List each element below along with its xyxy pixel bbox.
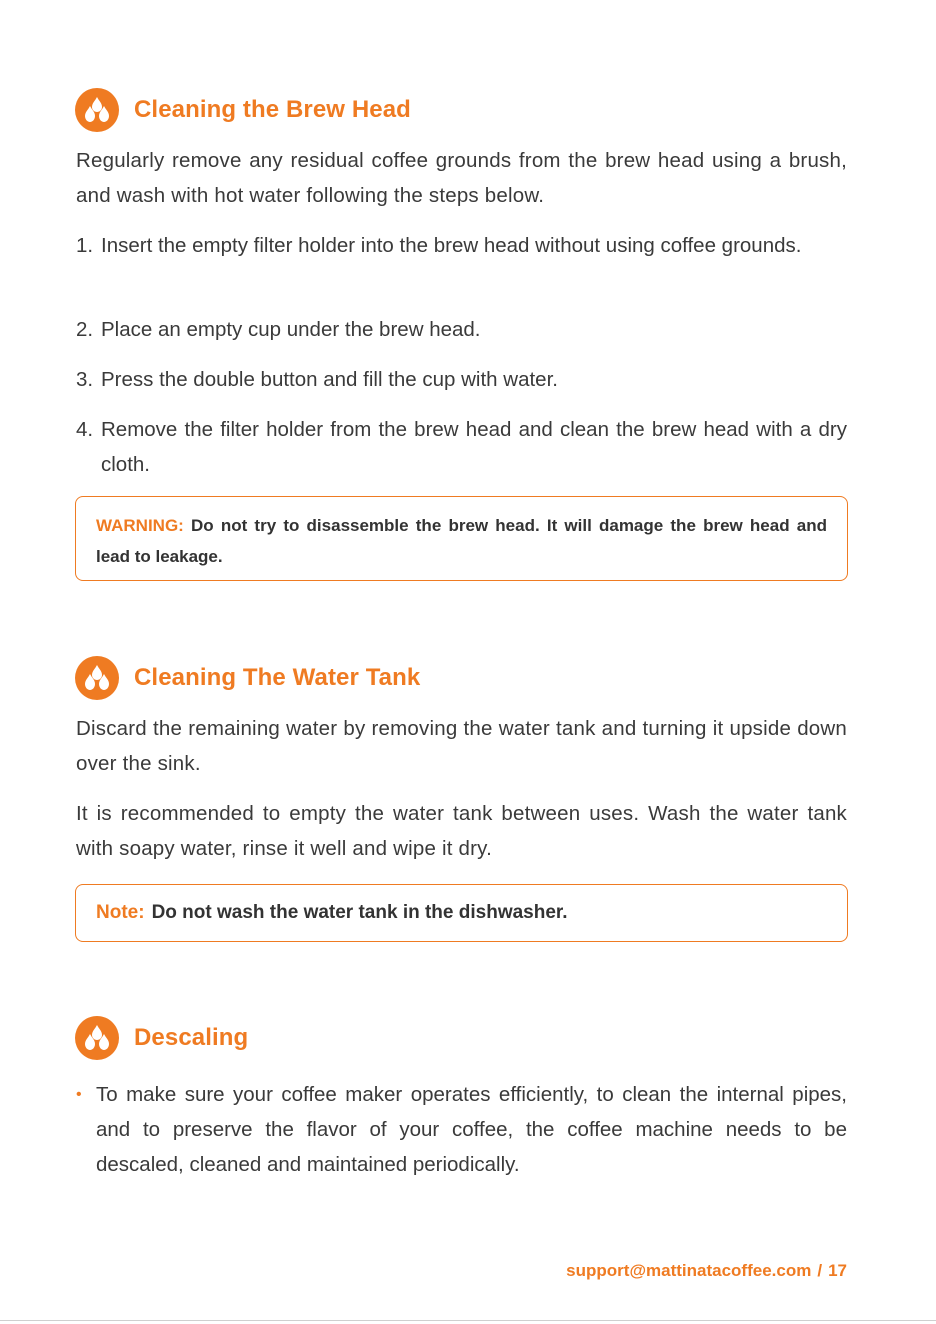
step-text: Insert the empty filter holder into the brew head without using coffee grounds.: [101, 234, 802, 257]
warning-text: Do not try to disassemble the brew head. It will damage the brew head and lead to leakage.: [96, 516, 827, 566]
step-number: 2.: [76, 318, 94, 341]
support-email: support@mattinatacoffee.com: [566, 1261, 812, 1280]
list-item: [76, 362, 847, 397]
footer-separator: /: [817, 1261, 823, 1280]
page-footer: [566, 1261, 847, 1281]
step-text: Place an empty cup under the brew head.: [101, 318, 481, 341]
water-tank-paragraph: It is recommended to empty the water tank between uses. Wash the water tank with soapy water, rinse it well and wipe it dry.: [76, 802, 847, 860]
water-drops-icon: [75, 1016, 119, 1060]
note-label: Note:: [96, 902, 145, 923]
warning-callout: [75, 496, 848, 581]
section-header-descaling: [75, 1016, 248, 1060]
list-item: [76, 412, 847, 482]
page-number: 17: [828, 1261, 847, 1280]
brew-head-intro: Regularly remove any residual coffee grounds from the brew head using a brush, and wash with hot water following the steps below.: [76, 149, 847, 207]
step-number: 3.: [76, 368, 94, 391]
water-drops-icon: [75, 88, 119, 132]
descaling-text: To make sure your coffee maker operates efficiently, to clean the internal pipes, and to preserve the flavor of your coffee, the coffee machine needs to be descaled, cleaned and maintained periodically.: [96, 1083, 847, 1176]
section-header-water-tank: [75, 656, 420, 700]
note-callout: [75, 884, 848, 942]
list-item: [76, 312, 847, 347]
step-number: 4.: [76, 418, 94, 441]
list-item: [76, 228, 847, 263]
step-text: Press the double button and fill the cup with water.: [101, 368, 558, 391]
page-bottom-rule: [0, 1320, 936, 1324]
section-title: Cleaning the Brew Head: [134, 96, 411, 123]
water-drops-icon: [75, 656, 119, 700]
water-tank-paragraph: Discard the remaining water by removing the water tank and turning it upside down over the sink.: [76, 717, 847, 775]
list-item: [76, 1077, 847, 1182]
section-header-brew-head: [75, 88, 411, 132]
bullet-marker: •: [76, 1086, 82, 1103]
note-text: Do not wash the water tank in the dishwasher.: [151, 902, 568, 923]
section-title: Descaling: [134, 1024, 249, 1051]
step-text: Remove the filter holder from the brew head and clean the brew head with a dry cloth.: [101, 418, 847, 476]
warning-label: WARNING:: [96, 516, 184, 535]
step-number: 1.: [76, 234, 94, 257]
section-title: Cleaning The Water Tank: [134, 664, 421, 691]
